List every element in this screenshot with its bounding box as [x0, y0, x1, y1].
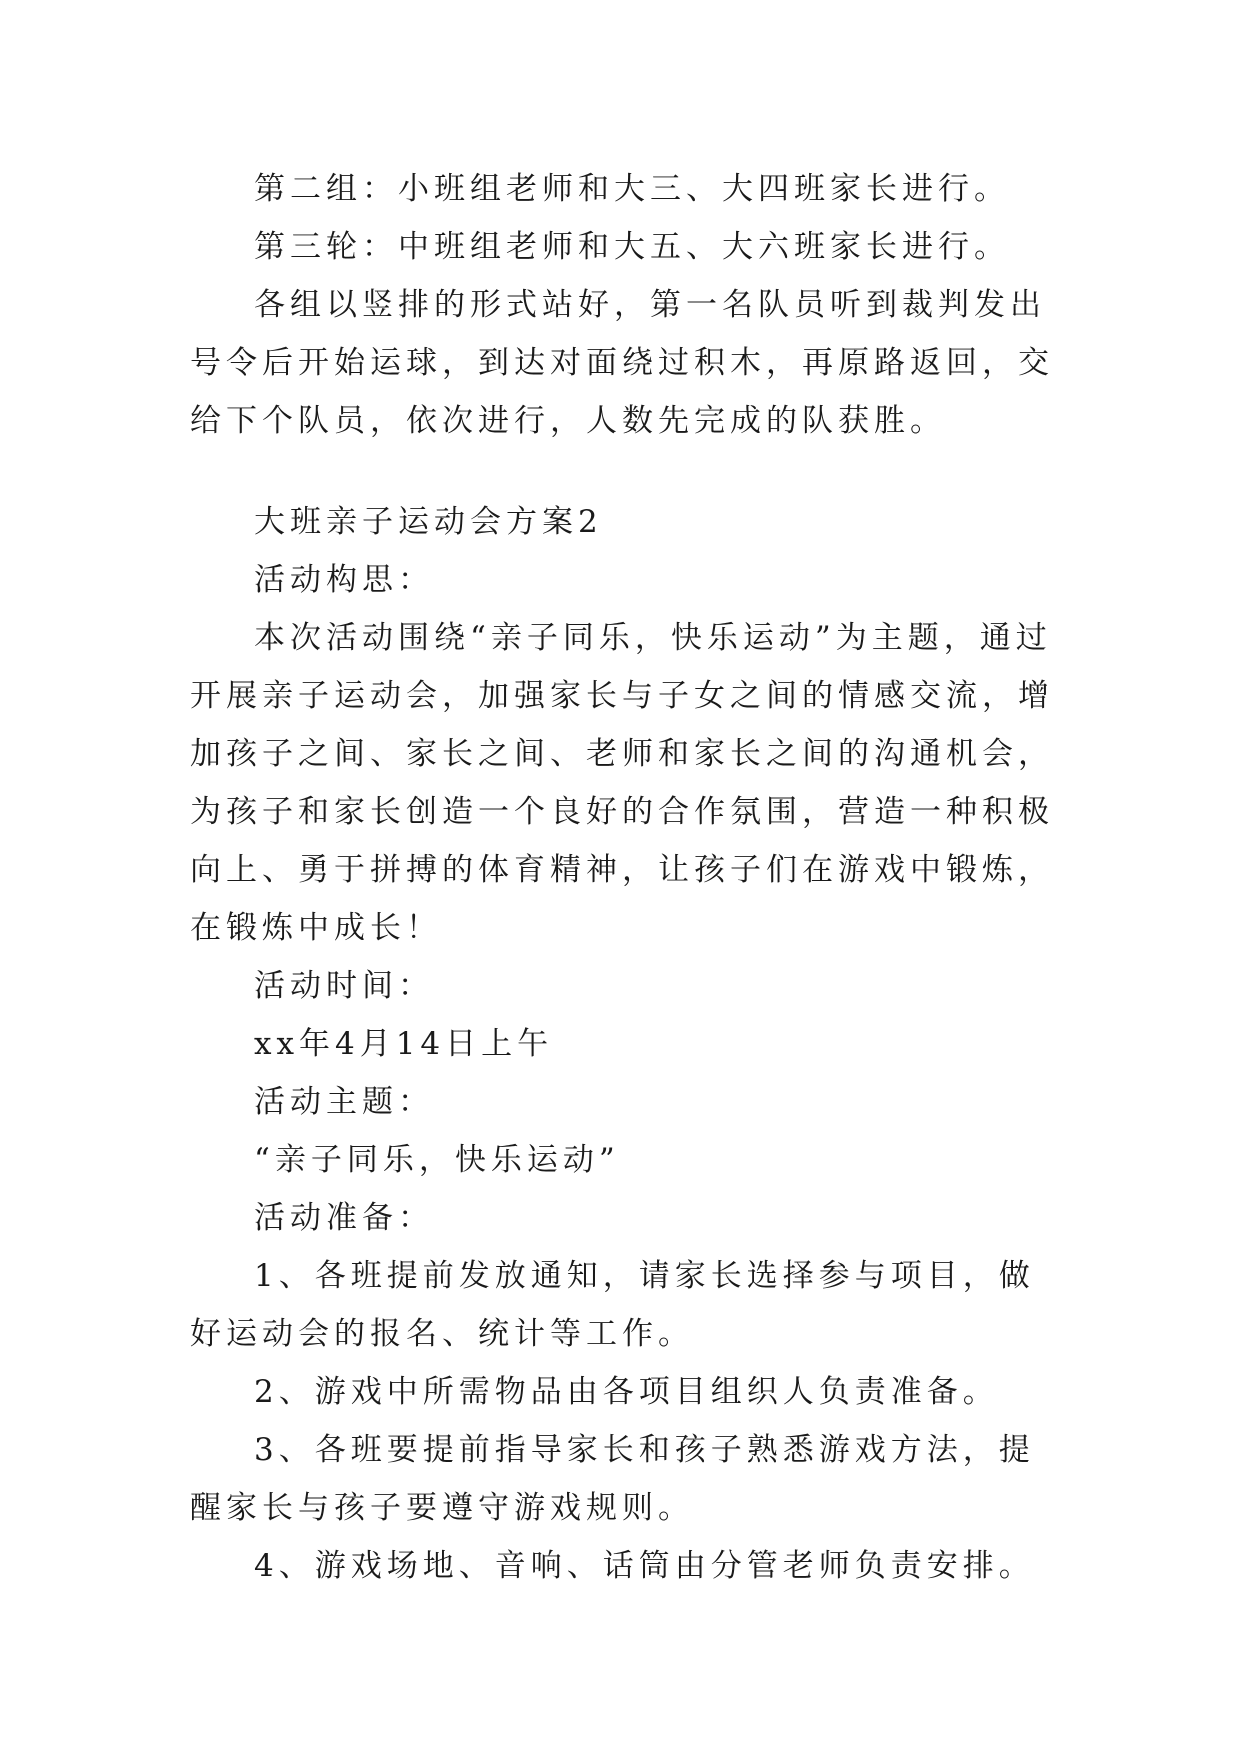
paragraph-activity-time: xx年4月14日上午: [254, 1026, 554, 1062]
document-body: [190, 160, 1054, 1595]
paragraph-rules: 各组以竖排的形式站好，第一名队员听到裁判发出号令后开始运球，到达对面绕过积木，再原路返回，交给下个队员，依次进行，人数先完成的队获胜。: [190, 287, 1054, 439]
paragraph-round-three: 第三轮：中班组老师和大五、大六班家长进行。: [254, 229, 1010, 265]
paragraph-group-two: 第二组：小班组老师和大三、大四班家长进行。: [254, 171, 1010, 207]
list-item-preparation-4: 4、游戏场地、音响、话筒由分管老师负责安排。: [254, 1548, 1035, 1584]
heading-activity-theme: 活动主题：: [254, 1084, 434, 1120]
heading-activity-preparation: 活动准备：: [254, 1200, 434, 1236]
list-item-preparation-2: 2、游戏中所需物品由各项目组织人负责准备。: [254, 1374, 999, 1410]
list-item-preparation-3: 3、各班要提前指导家长和孩子熟悉游戏方法，提醒家长与孩子要遵守游戏规则。: [190, 1432, 1035, 1526]
section-title: 大班亲子运动会方案2: [254, 504, 603, 540]
paragraph-activity-concept: 本次活动围绕“亲子同乐，快乐运动”为主题，通过开展亲子运动会，加强家长与子女之间的情感交流，增加孩子之间、家长之间、老师和家长之间的沟通机会，为孩子和家长创造一个良好的合作氛围，营造一种积极向上、勇于拼搏的体育精神，让孩子们在游戏中锻炼，在锻炼中成长！: [190, 620, 1054, 946]
heading-activity-time: 活动时间：: [254, 968, 434, 1004]
heading-activity-concept: 活动构思：: [254, 562, 434, 598]
paragraph-activity-theme: “亲子同乐，快乐运动”: [254, 1142, 620, 1178]
list-item-preparation-1: 1、各班提前发放通知，请家长选择参与项目，做好运动会的报名、统计等工作。: [190, 1258, 1035, 1352]
